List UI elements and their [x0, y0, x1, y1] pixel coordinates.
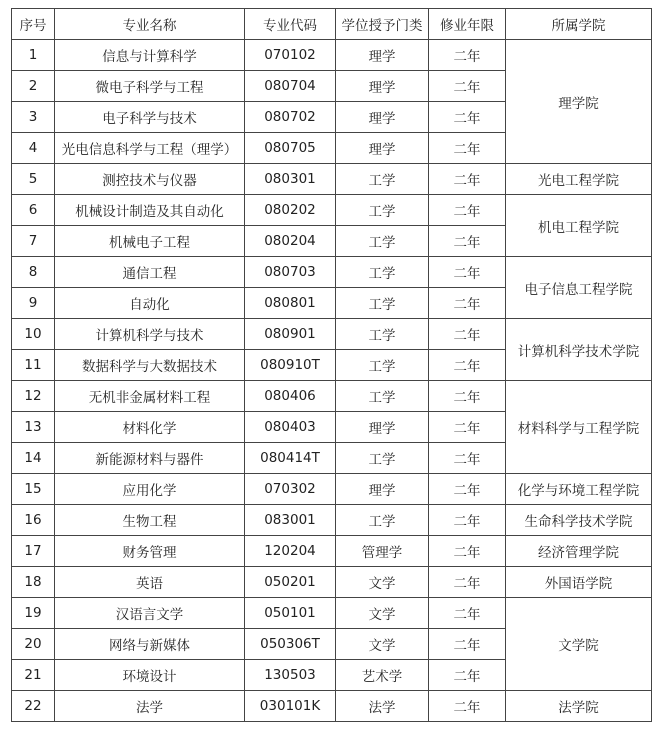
- degree-category: 法学: [336, 691, 429, 722]
- study-years: 二年: [429, 102, 506, 133]
- study-years: 二年: [429, 226, 506, 257]
- major-name: 新能源材料与器件: [55, 443, 245, 474]
- study-years: 二年: [429, 350, 506, 381]
- major-name: 环境设计: [55, 660, 245, 691]
- degree-category: 管理学: [336, 536, 429, 567]
- row-number: 20: [12, 629, 55, 660]
- major-name: 生物工程: [55, 505, 245, 536]
- college-name: 理学院: [506, 40, 652, 164]
- major-code: 080702: [245, 102, 336, 133]
- major-name: 测控技术与仪器: [55, 164, 245, 195]
- major-code: 050306T: [245, 629, 336, 660]
- row-number: 9: [12, 288, 55, 319]
- row-number: 16: [12, 505, 55, 536]
- major-name: 通信工程: [55, 257, 245, 288]
- degree-category: 文学: [336, 567, 429, 598]
- study-years: 二年: [429, 133, 506, 164]
- major-code: 080910T: [245, 350, 336, 381]
- row-number: 19: [12, 598, 55, 629]
- major-code: 080704: [245, 71, 336, 102]
- college-name: 生命科学技术学院: [506, 505, 652, 536]
- table-row: [12, 381, 652, 412]
- row-number: 2: [12, 71, 55, 102]
- header-cell-name: 专业名称: [55, 9, 245, 40]
- table-row: [12, 195, 652, 226]
- header-cell-degree: 学位授予门类: [336, 9, 429, 40]
- major-name: 财务管理: [55, 536, 245, 567]
- major-name: 法学: [55, 691, 245, 722]
- study-years: 二年: [429, 567, 506, 598]
- row-number: 11: [12, 350, 55, 381]
- major-code: 080901: [245, 319, 336, 350]
- study-years: 二年: [429, 660, 506, 691]
- college-name: 外国语学院: [506, 567, 652, 598]
- major-code: 080301: [245, 164, 336, 195]
- table-row: [12, 40, 652, 71]
- degree-category: 文学: [336, 598, 429, 629]
- degree-category: 理学: [336, 71, 429, 102]
- header-cell-years: 修业年限: [429, 9, 506, 40]
- study-years: 二年: [429, 505, 506, 536]
- major-code: 080703: [245, 257, 336, 288]
- study-years: 二年: [429, 381, 506, 412]
- study-years: 二年: [429, 257, 506, 288]
- major-name: 网络与新媒体: [55, 629, 245, 660]
- degree-category: 理学: [336, 133, 429, 164]
- college-name: 光电工程学院: [506, 164, 652, 195]
- degree-category: 工学: [336, 257, 429, 288]
- major-name: 自动化: [55, 288, 245, 319]
- major-code: 080801: [245, 288, 336, 319]
- major-name: 计算机科学与技术: [55, 319, 245, 350]
- major-name: 材料化学: [55, 412, 245, 443]
- degree-category: 工学: [336, 164, 429, 195]
- college-name: 化学与环境工程学院: [506, 474, 652, 505]
- table-row: [12, 598, 652, 629]
- degree-category: 艺术学: [336, 660, 429, 691]
- college-name: 电子信息工程学院: [506, 257, 652, 319]
- table-row: [12, 257, 652, 288]
- major-code: 083001: [245, 505, 336, 536]
- header-cell-college: 所属学院: [506, 9, 652, 40]
- major-code: 080414T: [245, 443, 336, 474]
- degree-category: 工学: [336, 350, 429, 381]
- table-row: [12, 319, 652, 350]
- major-code: 070102: [245, 40, 336, 71]
- major-code: 080406: [245, 381, 336, 412]
- degree-category: 工学: [336, 381, 429, 412]
- major-name: 汉语言文学: [55, 598, 245, 629]
- degree-category: 工学: [336, 443, 429, 474]
- study-years: 二年: [429, 319, 506, 350]
- table-row: [12, 505, 652, 536]
- study-years: 二年: [429, 474, 506, 505]
- study-years: 二年: [429, 443, 506, 474]
- row-number: 4: [12, 133, 55, 164]
- major-name: 英语: [55, 567, 245, 598]
- row-number: 10: [12, 319, 55, 350]
- major-name: 电子科学与技术: [55, 102, 245, 133]
- major-name: 信息与计算科学: [55, 40, 245, 71]
- degree-category: 理学: [336, 102, 429, 133]
- degree-category: 理学: [336, 412, 429, 443]
- table-row: [12, 474, 652, 505]
- major-name: 无机非金属材料工程: [55, 381, 245, 412]
- college-name: 文学院: [506, 598, 652, 691]
- row-number: 3: [12, 102, 55, 133]
- table-row: [12, 536, 652, 567]
- table-body: [12, 40, 652, 722]
- row-number: 21: [12, 660, 55, 691]
- study-years: 二年: [429, 164, 506, 195]
- study-years: 二年: [429, 195, 506, 226]
- row-number: 5: [12, 164, 55, 195]
- header-row: [12, 9, 652, 40]
- degree-category: 工学: [336, 288, 429, 319]
- major-name: 光电信息科学与工程（理学）: [55, 133, 245, 164]
- majors-table: [11, 8, 652, 722]
- degree-category: 文学: [336, 629, 429, 660]
- row-number: 1: [12, 40, 55, 71]
- major-code: 120204: [245, 536, 336, 567]
- row-number: 15: [12, 474, 55, 505]
- row-number: 12: [12, 381, 55, 412]
- degree-category: 理学: [336, 40, 429, 71]
- degree-category: 理学: [336, 474, 429, 505]
- degree-category: 工学: [336, 505, 429, 536]
- study-years: 二年: [429, 598, 506, 629]
- major-name: 数据科学与大数据技术: [55, 350, 245, 381]
- major-code: 080403: [245, 412, 336, 443]
- row-number: 22: [12, 691, 55, 722]
- major-name: 机械电子工程: [55, 226, 245, 257]
- major-code: 080204: [245, 226, 336, 257]
- row-number: 7: [12, 226, 55, 257]
- major-code: 080202: [245, 195, 336, 226]
- college-name: 计算机科学技术学院: [506, 319, 652, 381]
- degree-category: 工学: [336, 319, 429, 350]
- table-row: [12, 691, 652, 722]
- study-years: 二年: [429, 691, 506, 722]
- major-code: 050201: [245, 567, 336, 598]
- college-name: 法学院: [506, 691, 652, 722]
- row-number: 17: [12, 536, 55, 567]
- degree-category: 工学: [336, 226, 429, 257]
- major-code: 130503: [245, 660, 336, 691]
- row-number: 6: [12, 195, 55, 226]
- major-name: 机械设计制造及其自动化: [55, 195, 245, 226]
- college-name: 机电工程学院: [506, 195, 652, 257]
- table-row: [12, 164, 652, 195]
- row-number: 14: [12, 443, 55, 474]
- study-years: 二年: [429, 71, 506, 102]
- study-years: 二年: [429, 40, 506, 71]
- header-cell-code: 专业代码: [245, 9, 336, 40]
- header-cell-no: 序号: [12, 9, 55, 40]
- study-years: 二年: [429, 536, 506, 567]
- row-number: 18: [12, 567, 55, 598]
- study-years: 二年: [429, 629, 506, 660]
- row-number: 8: [12, 257, 55, 288]
- degree-category: 工学: [336, 195, 429, 226]
- major-code: 080705: [245, 133, 336, 164]
- college-name: 材料科学与工程学院: [506, 381, 652, 474]
- major-code: 070302: [245, 474, 336, 505]
- major-code: 030101K: [245, 691, 336, 722]
- college-name: 经济管理学院: [506, 536, 652, 567]
- major-name: 应用化学: [55, 474, 245, 505]
- major-name: 微电子科学与工程: [55, 71, 245, 102]
- row-number: 13: [12, 412, 55, 443]
- study-years: 二年: [429, 288, 506, 319]
- table-row: [12, 567, 652, 598]
- study-years: 二年: [429, 412, 506, 443]
- major-code: 050101: [245, 598, 336, 629]
